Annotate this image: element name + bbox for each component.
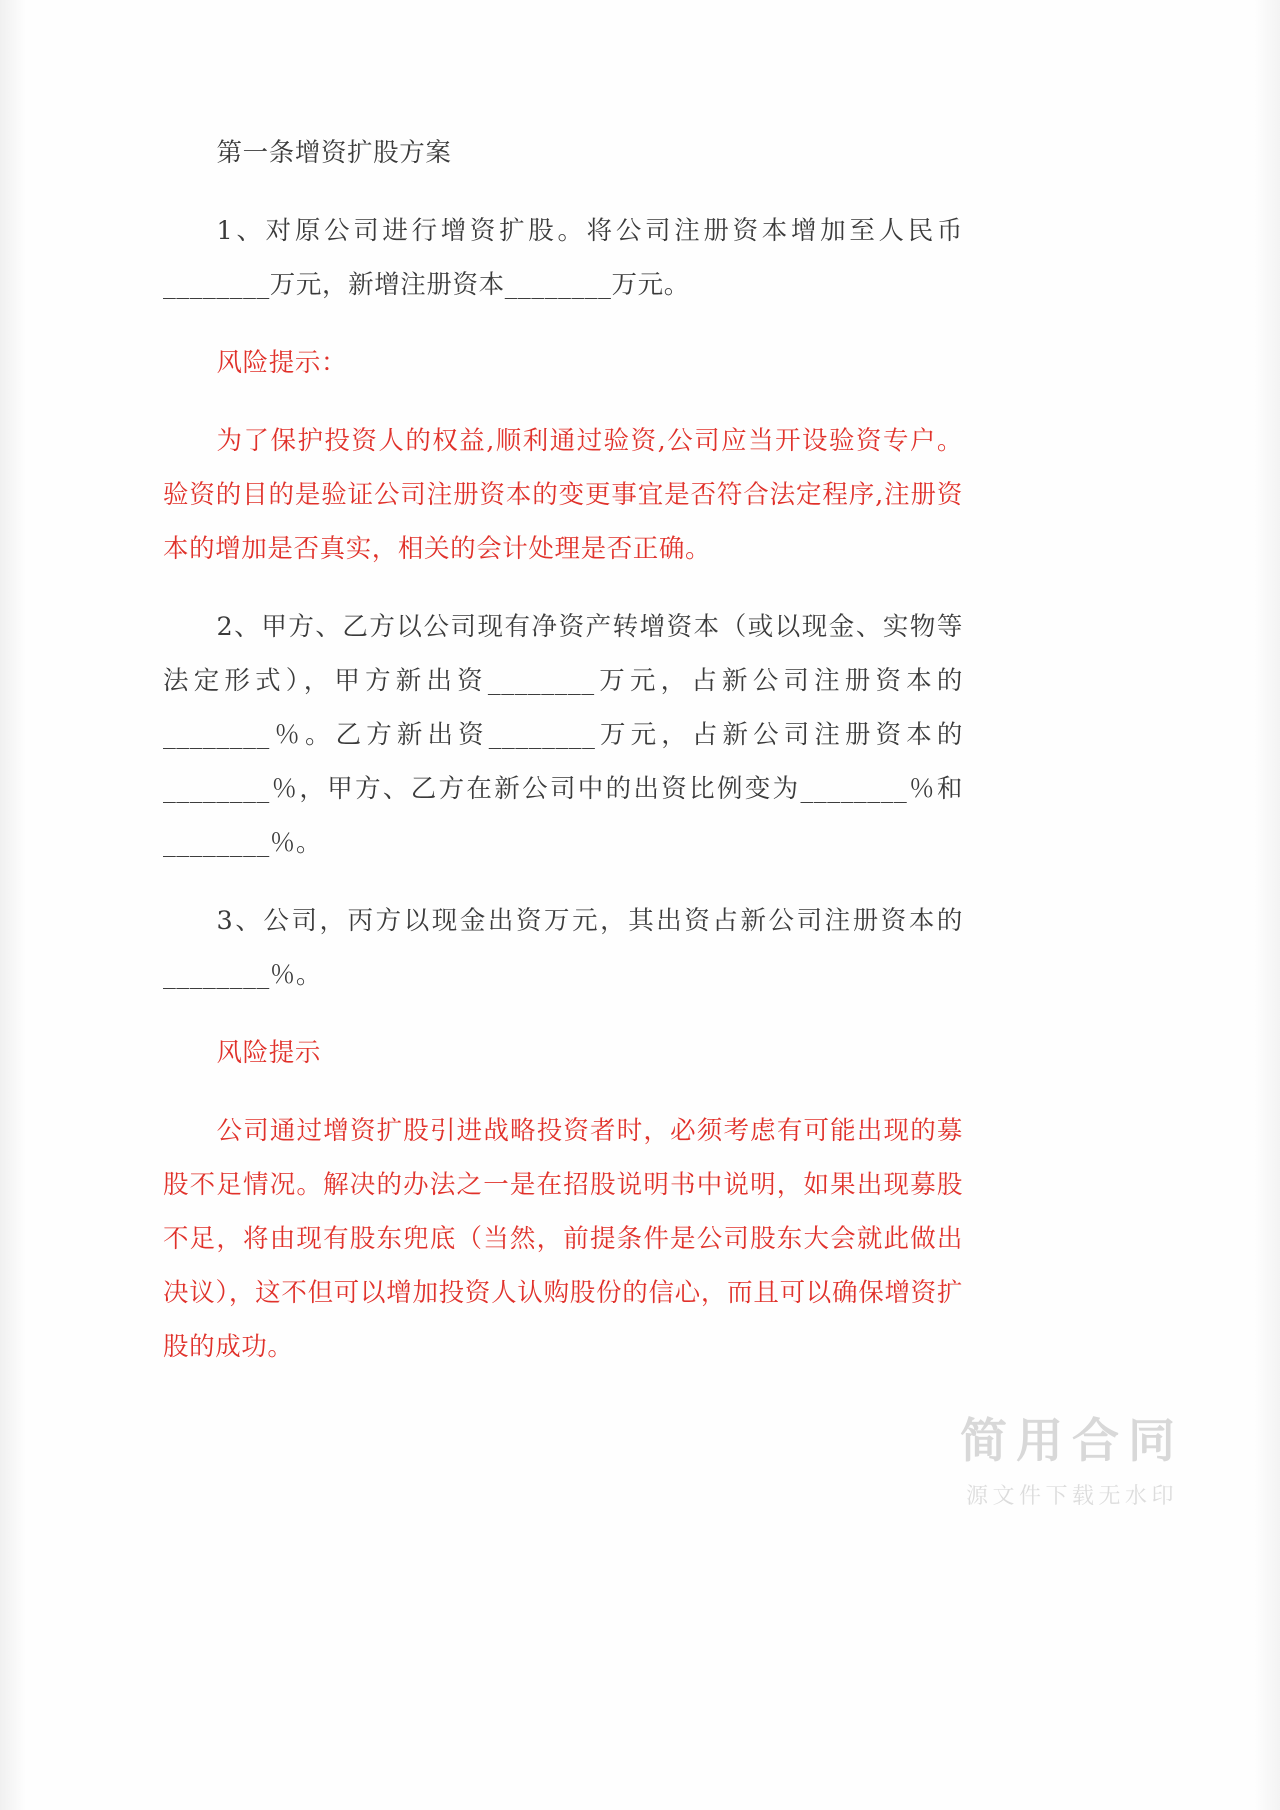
risk-notice-heading-2: 风险提示	[216, 1038, 321, 1068]
clause-1-paragraph: 1、对原公司进行增资扩股。将公司注册资本增加至人民币________万元，新增注册资本________万元。	[163, 216, 963, 300]
watermark-primary-text: 简用合同	[960, 1413, 1184, 1469]
clause-2-paragraph: 2、甲方、乙方以公司现有净资产转增资本（或以现金、实物等法定形式），甲方新出资________万元，占新公司注册资本的________％。乙方新出资________万元，占新公司注册资本的________％，甲方、乙方在新公司中的出资比例变为________％和________％。	[163, 612, 963, 858]
risk-notice-heading-1: 风险提示：	[216, 348, 348, 378]
watermark-secondary-text: 源文件下载无水印	[965, 1484, 1178, 1509]
clause-3-paragraph: 3、公司，丙方以现金出资万元，其出资占新公司注册资本的________％。	[163, 906, 963, 990]
risk-notice-body-2: 公司通过增资扩股引进战略投资者时，必须考虑有可能出现的募股不足情况。解决的办法之一是在招股说明书中说明，如果出现募股不足，将由现有股东兜底（当然，前提条件是公司股东大会就此做出决议），这不但可以增加投资人认购股份的信心，而且可以确保增资扩股的成功。	[163, 1116, 963, 1362]
document-body	[163, 126, 963, 1374]
risk-notice-body-1: 为了保护投资人的权益,顺利通过验资,公司应当开设验资专户。验资的目的是验证公司注册资本的变更事宜是否符合法定程序,注册资本的增加是否真实，相关的会计处理是否正确。	[163, 426, 963, 564]
section-heading: 第一条增资扩股方案	[216, 138, 452, 168]
watermark	[960, 1415, 1184, 1510]
